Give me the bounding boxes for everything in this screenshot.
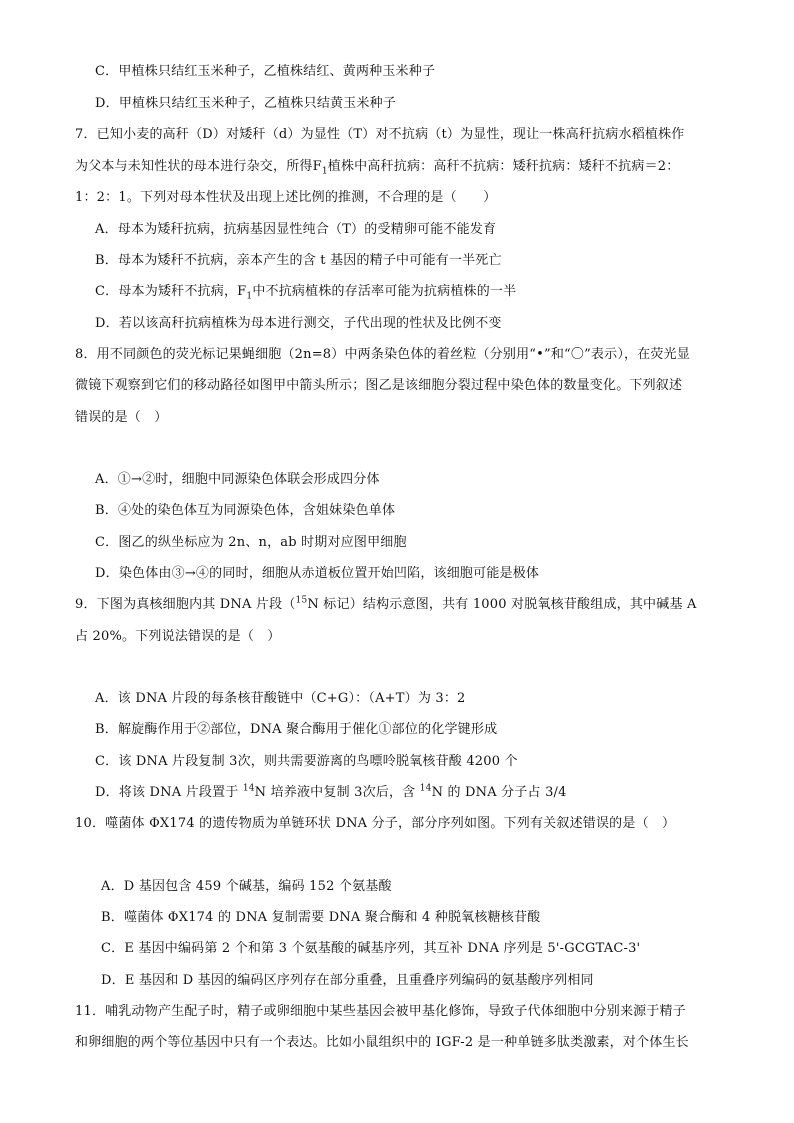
q10-option-c: C．E 基因中编码第 2 个和第 3 个氨基酸的碱基序列，其互补 DNA 序列是 5'-GCGTAC-3' [101, 941, 641, 956]
q9-option-d: D．将该 DNA 片段置于 $^{14}$N 培养液中复制 3次后，含 $^{14}$N 的 DNA 分子占 3/4 [95, 783, 567, 800]
q7-option-a: A．母本为矮秆抗病，抗病基因显性纯合（T）的受精卵可能不能发育 [95, 222, 497, 237]
q8-option-b: B．④处的染色体互为同源染色体，含姐妹染色单体 [95, 503, 396, 518]
q9-stem-line2: 占 20%。下列说法错误的是（ ） [75, 629, 281, 644]
q10-option-a: A．D 基因包含 459 个碱基，编码 152 个氨基酸 [101, 879, 392, 894]
q10-stem-line1: 10．噬菌体 ΦX174 的遗传物质为单链环状 DNA 分子，部分序列如图。下列有关叙述错误的是（ ） [75, 816, 676, 831]
q10-option-b: B．噬菌体 ΦX174 的 DNA 复制需要 DNA 聚合酶和 4 种脱氧核糖核苷酸 [101, 910, 541, 925]
q9-option-a: A．该 DNA 片段的每条核苷酸链中（C+G）：（A+T）为 3：2 [95, 691, 466, 706]
q7-stem-line2: 为父本与未知性状的母本进行杂交，所得$F_1$植株中高秆抗病：高秆不抗病：矮秆抗病：矮秆不抗病＝2： [75, 159, 680, 177]
q8-stem-line3: 错误的是（ ） [75, 410, 168, 425]
q7-stem-line1: 7．已知小麦的高秆（D）对矮秆（d）为显性（T）对不抗病（t）为显性，现让一株高秆抗病水稻植株作 [75, 127, 685, 142]
q9-option-c: C．该 DNA 片段复制 3次，则共需要游离的鸟嘌呤脱氧核苷酸 4200 个 [95, 754, 518, 769]
q7-option-c: C．母本为矮秆不抗病，$F_1$中不抗病植株的存活率可能为抗病植株的一半 [95, 284, 517, 302]
q7-option-d: D．若以该高秆抗病植株为母本进行测交，子代出现的性状及比例不变 [95, 316, 502, 331]
q8-option-d: D．染色体由③→④的同时，细胞从赤道板位置开始凹陷，该细胞可能是极体 [95, 566, 540, 581]
q9-option-b: B．解旋酶作用于②部位，DNA 聚合酶用于催化①部位的化学键形成 [95, 722, 498, 737]
q10-option-d: D．E 基因和 D 基因的编码区序列存在部分重叠，且重叠序列编码的氨基酸序列相同 [101, 973, 594, 988]
q9-stem-line1: 9．下图为真核细胞内其 DNA 片段（$^{15}$N 标记）结构示意图，共有 1000 对脱氧核苷酸组成，其中碱基 A [75, 595, 697, 612]
q7-option-b: B．母本为矮秆不抗病，亲本产生的含 t 基因的精子中可能有一半死亡 [95, 253, 502, 268]
q6-option-c: C．甲植株只结红玉米种子，乙植株结红、黄两种玉米种子 [95, 64, 436, 79]
q7-stem-line3: 1：2：1。下列对母本性状及出现上述比例的推测，不合理的是（ ） [75, 190, 497, 205]
q8-option-a: A．①→②时，细胞中同源染色体联会形成四分体 [95, 472, 380, 487]
q11-stem-line1: 11．哺乳动物产生配子时，精子或卵细胞中某些基因会被甲基化修饰，导致子代体细胞中分别来源于精子 [75, 1004, 686, 1019]
q8-stem-line2: 微镜下观察到它们的移动路径如图甲中箭头所示；图乙是该细胞分裂过程中染色体的数量变化。下列叙述 [75, 378, 683, 393]
q8-option-c: C．图乙的纵坐标应为 2n、n，ab 时期对应图甲细胞 [95, 535, 407, 550]
q8-stem-line1: 8．用不同颜色的荧光标记果蝇细胞（2n=8）中两条染色体的着丝粒（分别用“•”和“〇”表示），在荧光显 [75, 347, 691, 362]
q11-stem-line2: 和卵细胞的两个等位基因中只有一个表达。比如小鼠组织中的 IGF-2 是一种单链多肽类激素，对个体生长 [75, 1035, 689, 1050]
q6-option-d: D．甲植株只结红玉米种子，乙植株只结黄玉米种子 [95, 96, 397, 111]
